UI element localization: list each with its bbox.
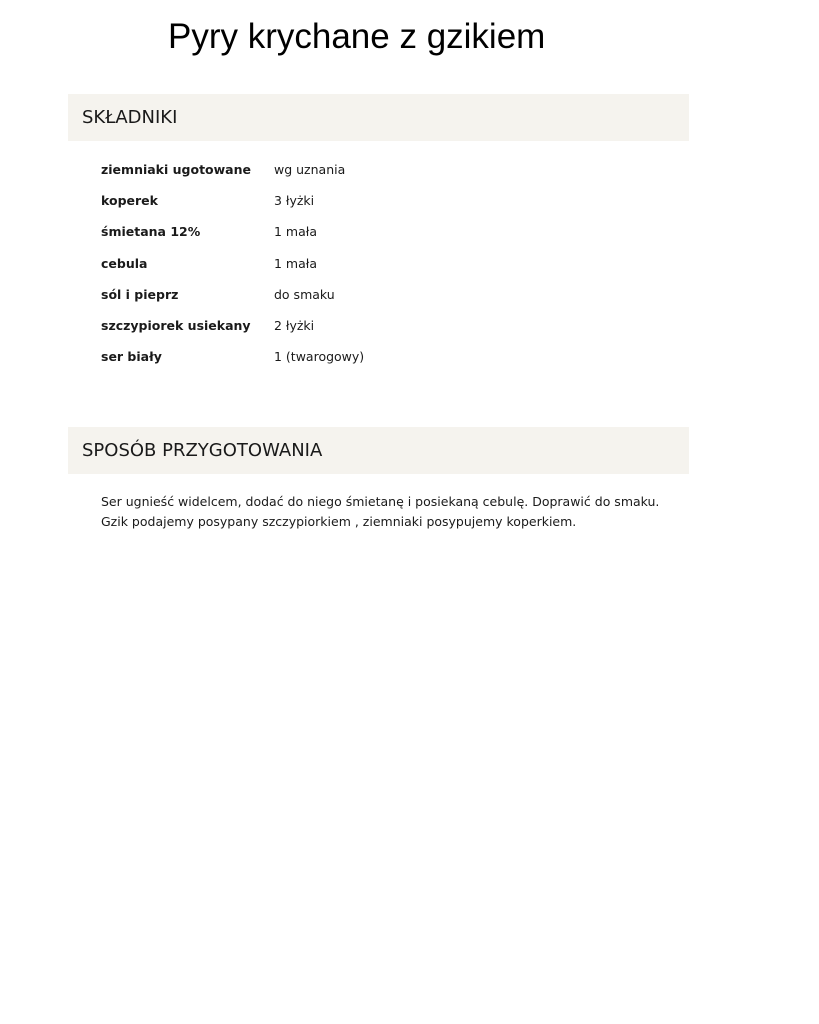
ingredient-row xyxy=(101,310,661,341)
ingredient-name: sól i pieprz xyxy=(101,286,179,302)
ingredient-row xyxy=(101,185,661,216)
ingredient-amount: 1 mała xyxy=(274,255,317,271)
ingredient-amount: 3 łyżki xyxy=(274,193,315,209)
method-heading: SPOSÓB PRZYGOTOWANIA xyxy=(82,440,323,461)
ingredients-section-header xyxy=(68,94,689,141)
ingredient-name: śmietana 12% xyxy=(101,224,201,240)
ingredient-amount: 1 mała xyxy=(274,224,317,240)
ingredient-amount: do smaku xyxy=(274,286,335,302)
ingredients-heading: SKŁADNIKI xyxy=(82,107,178,128)
ingredient-row xyxy=(101,341,661,372)
ingredient-name: ziemniaki ugotowane xyxy=(101,162,251,177)
method-text: Ser ugnieść widelcem, dodać do niego śmietanę i posiekaną cebulę. Doprawić do smaku. Gzik podajemy posypany szczypiorkiem , ziemniaki posypujemy koperkiem. xyxy=(101,494,660,529)
ingredients-list xyxy=(101,154,661,372)
ingredient-name: koperek xyxy=(101,193,158,209)
ingredient-amount: 1 (twarogowy) xyxy=(274,349,365,365)
method-section-header xyxy=(68,427,689,474)
ingredient-name: ser biały xyxy=(101,349,162,365)
ingredient-name: cebula xyxy=(101,255,148,271)
ingredient-amount: wg uznania xyxy=(274,162,346,177)
ingredient-row xyxy=(101,216,661,247)
ingredient-row xyxy=(101,248,661,279)
ingredient-amount: 2 łyżki xyxy=(274,317,315,333)
ingredient-row xyxy=(101,154,661,185)
recipe-title: Pyry krychane z gzikiem xyxy=(168,17,546,56)
ingredient-row xyxy=(101,279,661,310)
ingredient-name: szczypiorek usiekany xyxy=(101,317,251,333)
